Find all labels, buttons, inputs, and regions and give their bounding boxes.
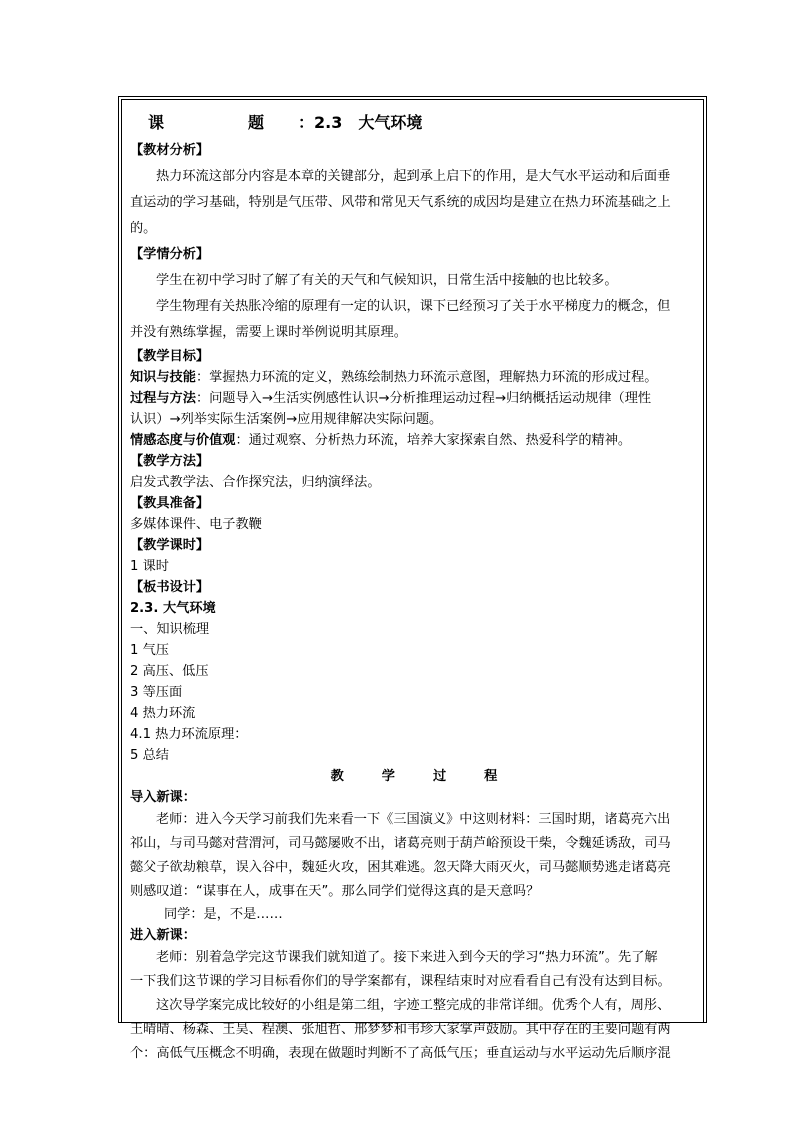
board-title: 2.3. 大气环境	[130, 601, 216, 616]
title-label: 课 题	[148, 113, 299, 132]
lesson-title	[130, 108, 698, 138]
paragraph-line: 祁山，与司马懿对营渭河，司马懿屡败不出，诸葛亮则于葫芦峪预设干柴，令魏延诱敌，司马	[130, 836, 671, 851]
board-item: 1 气压	[130, 643, 169, 658]
goal-label: 情感态度与价值观	[130, 433, 236, 448]
section-text: 启发式教学法、合作探究法，归纳演绎法。	[130, 475, 381, 490]
student-reply: 同学：是，不是……	[164, 907, 283, 922]
section-heading: 【教学方法】	[130, 454, 210, 469]
section-heading: 【板书设计】	[130, 580, 210, 595]
board-item: 4 热力环流	[130, 706, 196, 721]
paragraph-line: 则感叹道：“谋事在人，成事在天”。那么同学们觉得这真的是天意吗？	[130, 884, 540, 899]
section-hours	[130, 535, 698, 577]
goal-label: 过程与方法	[130, 391, 196, 406]
section-tools	[130, 493, 698, 535]
goal-label: 知识与技能	[130, 370, 196, 385]
section-heading: 【教材分析】	[130, 143, 210, 158]
paragraph-line: 的。	[130, 221, 157, 236]
paragraph-line: 个：高低气压概念不明确，表现在做题时判断不了高低气压；垂直运动与水平运动先后顺序混	[130, 1046, 671, 1061]
section-text: 多媒体课件、电子教鞭	[130, 517, 262, 532]
section-material	[130, 138, 698, 242]
board-item: 2 高压、低压	[130, 664, 209, 679]
process-heading: 教学过程	[330, 769, 536, 784]
goal-text: ：通过观察、分析热力环流，培养大家探索自然、热爱科学的精神。	[235, 433, 632, 448]
section-heading: 【教学课时】	[130, 538, 210, 553]
paragraph-line: 学生物理有关热胀冷缩的原理有一定的认识，课下已经预习了关于水平梯度力的概念，但	[156, 299, 671, 314]
paragraph-line: 懿父子欲劫粮草，误入谷中，魏延火攻，困其难逃。忽天降大雨灭火，司马懿顺势逃走诸葛亮	[130, 860, 671, 875]
paragraph-line: 这次导学案完成比较好的小组是第二组，字迹工整完成的非常详细。优秀个人有，周彤、	[156, 998, 671, 1013]
section-heading: 【学情分析】	[130, 247, 210, 262]
section-board	[130, 577, 698, 766]
new-lesson-label: 进入新课：	[130, 928, 196, 943]
goal-knowledge	[130, 367, 698, 388]
paragraph-line: 一下我们这节课的学习目标看你们的导学案都有，课程结束时对应看看自己有没有达到目标。	[130, 974, 671, 989]
paragraph-line: 并没有熟练掌握，需要上课时举例说明其原理。	[130, 325, 407, 340]
board-item: 5 总结	[130, 748, 169, 763]
section-text: 1 课时	[130, 559, 169, 574]
paragraph-line: 老师：别着急学完这节课我们就知道了。接下来进入到今天的学习“热力环流”。先了解	[156, 950, 658, 965]
paragraph-line: 王晴晴、杨森、王昊、程澳、张旭哲、邢梦梦和韦珍大家掌声鼓励。其中存在的主要问题有两	[130, 1022, 671, 1037]
goal-emotion	[130, 430, 698, 451]
section-heading: 【教具准备】	[130, 496, 210, 511]
table-cell	[121, 99, 704, 1061]
goal-process	[130, 388, 698, 409]
goal-text: ：掌握热力环流的定义，熟练绘制热力环流示意图，理解热力环流的形成过程。	[195, 370, 658, 385]
board-item: 4.1 热力环流原理：	[130, 727, 248, 742]
goal-text: ：问题导入→生活实例感性认识→分析推理运动过程→归纳概括运动规律（理性	[195, 391, 652, 406]
paragraph-line: 学生在初中学习时了解了有关的天气和气候知识，日常生活中接触的也比较多。	[156, 273, 618, 288]
lesson-plan-content	[130, 108, 698, 1066]
title-value: ：2.3 大气环境	[298, 113, 423, 132]
section-goals	[130, 346, 698, 451]
section-students	[130, 242, 698, 346]
section-process	[130, 766, 698, 1066]
board-item: 3 等压面	[130, 685, 183, 700]
document-frame	[118, 96, 707, 1061]
paragraph-line: 热力环流这部分内容是本章的关键部分，起到承上启下的作用，是大气水平运动和后面垂	[156, 169, 671, 184]
paragraph-line: 直运动的学习基础，特别是气压带、风带和常见天气系统的成因均是建立在热力环流基础之上	[130, 195, 671, 210]
board-item: 一、知识梳理	[130, 622, 210, 637]
paragraph-line: 老师：进入今天学习前我们先来看一下《三国演义》中这则材料：三国时期，诸葛亮六出	[156, 812, 671, 827]
section-heading: 【教学目标】	[130, 349, 210, 364]
intro-label: 导入新课：	[130, 790, 196, 805]
goal-process-cont: 认识）→列举实际生活案例→应用规律解决实际问题。	[130, 412, 443, 427]
section-methods	[130, 451, 698, 493]
